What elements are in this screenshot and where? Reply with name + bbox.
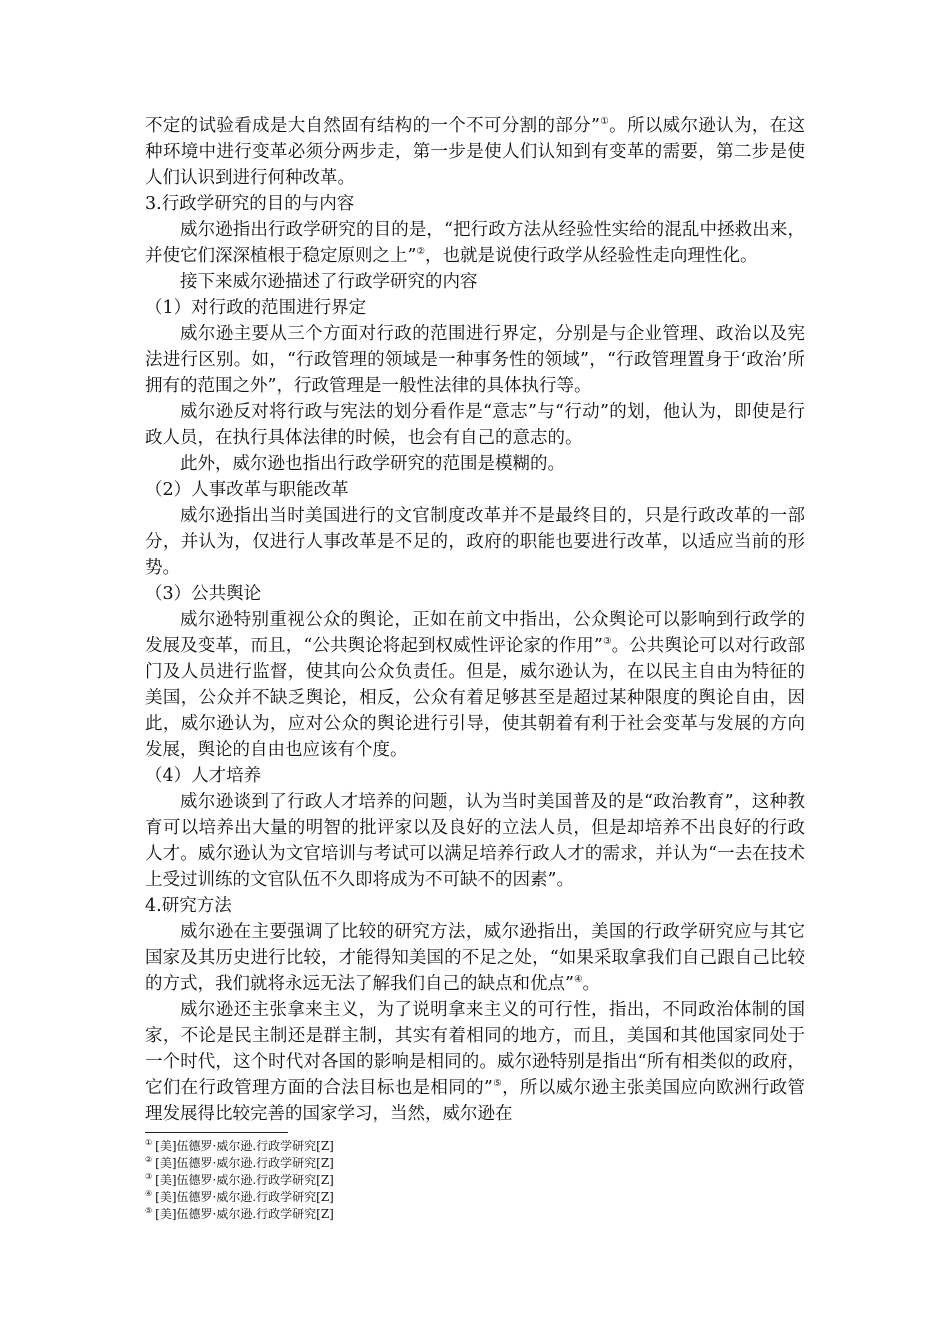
body-text [145, 113, 805, 1127]
footnote-item [145, 1172, 805, 1189]
paragraph-6: 此外，威尔逊也指出行政学研究的范围是模糊的。 [180, 454, 565, 474]
footnote-mark: ③ [145, 1172, 153, 1181]
subheading-2: （2）人事改革与职能改革 [145, 480, 349, 500]
footnote-ref-3: ③ [602, 636, 612, 648]
footnote-mark: ① [145, 1138, 153, 1147]
paragraph-text: 。公共舆论可以对行政部门及人员进行监督，使其向公众负责任。但是，威尔逊认为，在以民主自由为特征的美国，公众并不缺乏舆论，相反，公众有着足够甚至是超过某种限度的舆论自由，因此，威尔逊认为，应对公众的舆论进行引导，使其朝着有利于社会变革与发展的方向发展，舆论的自由也应该有个度。 [145, 636, 805, 760]
footnote-text: [美]伍德罗·威尔逊.行政学研究[Z] [155, 1173, 334, 1187]
subheading-1: （1）对行政的范围进行界定 [145, 298, 367, 318]
paragraph-text: 威尔逊还主张拿来主义，为了说明拿来主义的可行性，指出，不同政治体制的国家，不论是民主制还是群主制，其实有着相同的地方，而且，美国和其他国家同处于一个时代，这个时代对各国的影响是相同的。威尔逊特别是指出“所有相类似的政府，它们在行政管理方面的合法目标也是相同的” [145, 1000, 805, 1098]
footnote-ref-4: ④ [573, 974, 583, 986]
paragraph-9: 威尔逊谈到了行政人才培养的问题，认为当时美国普及的是“政治教育”，这种教育可以培养出大量的明智的批评家以及良好的立法人员，但是却培养不出良好的行政人才。威尔逊认为文官培训与考试可以满足培养行政人才的需求，并认为“一去在技术上受过训练的文官队伍不久即将成为不可缺不的因素”。 [145, 792, 805, 890]
subheading-4: （4）人才培养 [145, 766, 262, 786]
paragraph-1 [145, 113, 805, 191]
paragraph-11 [145, 997, 805, 1127]
footnote-item [145, 1138, 805, 1155]
footnote-text: [美]伍德罗·威尔逊.行政学研究[Z] [155, 1156, 334, 1170]
paragraph-text: ，所以威尔逊主张美国应向欧洲行政管理发展得比较完善的国家学习，当然，威尔逊在 [145, 1078, 805, 1124]
footnote-item [145, 1155, 805, 1172]
paragraph-4: 威尔逊主要从三个方面对行政的范围进行界定，分别是与企业管理、政治以及宪法进行区别。如，“行政管理的领域是一种事务性的领域”，“行政管理置身于‘政治’所拥有的范围之外”，行政管理是一般性法律的具体执行等。 [145, 324, 805, 396]
paragraph-text: 不定的试验看成是大自然固有结构的一个不可分割的部分” [145, 116, 600, 136]
footnote-item [145, 1189, 805, 1206]
paragraph-text: 。所以威尔逊认为，在这种环境中进行变革必须分两步走，第一步是使人们认知到有变革的需要，第二步是使人们认识到进行何种改革。 [145, 116, 805, 188]
subheading-3: （3）公共舆论 [145, 584, 262, 604]
section-heading-3: 3.行政学研究的目的与内容 [145, 194, 355, 214]
paragraph-8 [145, 607, 805, 763]
paragraph-3: 接下来威尔逊描述了行政学研究的内容 [180, 272, 478, 292]
paragraph-text: 威尔逊在主要强调了比较的研究方法，威尔逊指出，美国的行政学研究应与其它国家及其历史进行比较，才能得知美国的不足之处，“如果采取拿我们自己跟自己比较的方式，我们就将永远无法了解我们自己的缺点和优点” [145, 922, 805, 994]
footnote-text: [美]伍德罗·威尔逊.行政学研究[Z] [155, 1139, 334, 1153]
paragraph-10 [145, 919, 805, 997]
section-heading-4: 4.研究方法 [145, 896, 232, 916]
paragraph-7: 威尔逊指出当时美国进行的文官制度改革并不是最终目的，只是行政改革的一部分，并认为，仅进行人事改革是不足的，政府的职能也要进行改革，以适应当前的形势。 [145, 506, 805, 578]
footnote-item [145, 1206, 805, 1223]
paragraph-text: 威尔逊特别重视公众的舆论，正如在前文中指出，公众舆论可以影响到行政学的发展及变革，而且，“公共舆论将起到权威性评论家的作用” [145, 610, 805, 656]
footnotes [145, 1138, 805, 1223]
footnote-mark: ② [145, 1155, 153, 1164]
paragraph-text: ，也就是说使行政学从经验性走向理性化。 [424, 246, 758, 266]
footnote-ref-2: ② [416, 246, 425, 258]
paragraph-text: 。 [582, 974, 600, 994]
footnote-ref-1: ① [599, 116, 610, 128]
footnote-mark: ④ [145, 1189, 153, 1198]
paragraph-5: 威尔逊反对将行政与宪法的划分看作是“意志”与“行动”的划，他认为，即使是行政人员，在执行具体法律的时候，也会有自己的意志的。 [145, 402, 805, 448]
footnote-text: [美]伍德罗·威尔逊.行政学研究[Z] [155, 1207, 334, 1221]
paragraph-2 [145, 217, 805, 269]
footnote-text: [美]伍德罗·威尔逊.行政学研究[Z] [155, 1190, 334, 1204]
footnote-separator [145, 1132, 288, 1133]
paragraph-text: 威尔逊指出行政学研究的目的是，“把行政方法从经验性实给的混乱中拯救出来，并使它们深深植根于稳定原则之上” [145, 220, 805, 266]
footnote-mark: ⑤ [145, 1206, 153, 1215]
footnote-ref-5: ⑤ [492, 1078, 503, 1090]
